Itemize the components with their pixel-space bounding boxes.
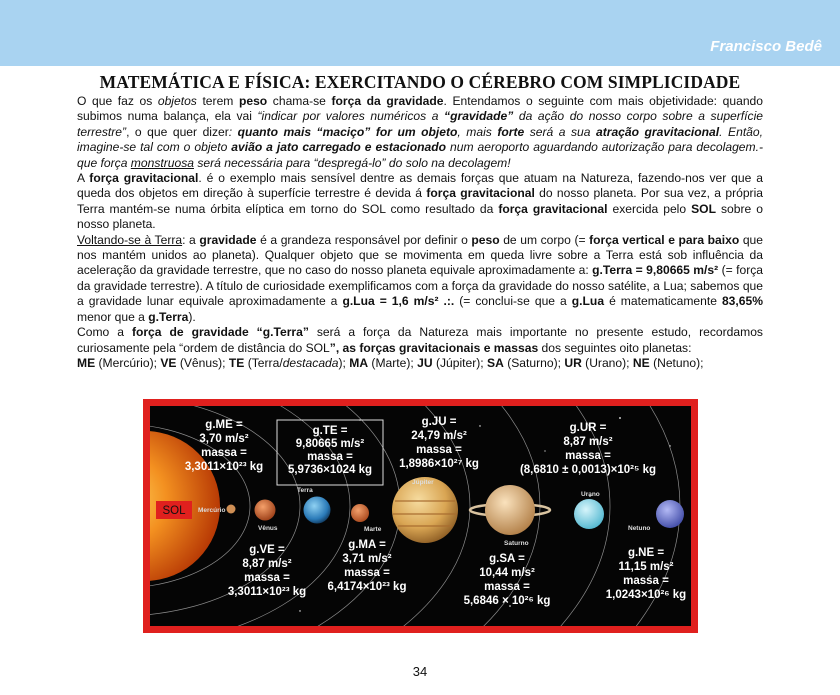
solar-system-image [150,406,691,626]
text-run: força de gravidade “g.Terra” [131,325,309,340]
text-run: g.Lua [571,294,605,309]
earth [304,497,331,524]
text-run: terem [196,94,239,108]
text-run: dos seguintes oito planetas: [538,340,692,355]
svg-text:8,87 m/s²: 8,87 m/s² [563,436,613,448]
text-run: , o que quer dizer [126,124,229,139]
svg-text:8,87 m/s²: 8,87 m/s² [242,558,292,570]
text-run: menor que a [77,309,149,324]
text-run: MA [349,355,369,370]
text-run: . é o exemplo mais sensível dentre as demais forças que atuam na Natureza, fazendo-nos ver que a queda dos objetos em direção à superfície terrestre é devida á [77,171,763,201]
text-run: peso [238,94,268,108]
text-run: quanto mais “maciço” for um objeto [237,124,458,139]
text-run: 83,65% [721,294,763,309]
paragraph [77,325,763,356]
text-run: g.Lua = 1,6 m/s² .:. [342,294,455,309]
saturn-name: Saturno [504,540,529,547]
svg-text:3,71 m/s²: 3,71 m/s² [342,553,392,565]
text-run: força da gravidade [331,94,444,108]
text-run: será a sua [524,124,596,139]
text-run: de um corpo (= [499,232,590,247]
mercury-name: Mercúrio [198,507,226,514]
paragraph [77,171,763,233]
svg-text:massa =: massa = [244,572,290,584]
mars [351,504,369,522]
paragraph [77,233,763,325]
svg-text:g.SA =: g.SA = [489,553,525,565]
text-run: peso [471,232,500,247]
text-run: (Terra/ [244,355,283,370]
text-run: “gravidade” [444,109,514,124]
text-run: (Urano); [581,355,633,370]
text-run: do nosso planeta. Por sua vez, a própria Terra mantém-se numa órbita elíptica em torno do SOL como resultado da [77,186,763,216]
text-run: força vertical e para baixo [589,232,740,247]
text-run: SA [487,355,504,370]
text-run: ). [188,309,196,324]
neptune [656,500,684,528]
svg-text:massa =: massa = [344,567,390,579]
text-run: (= força da gravidade terrestre). A título de curiosidade exemplificamos com a força da gravidade do nosso satélite, a Lua; sabemos que a gravidade lunar equivale aproximadamente a [77,263,763,309]
text-run: monstruosa [130,155,194,170]
sol-label: SOL [162,505,186,517]
neptune-name: Netuno [628,525,651,532]
text-run: é a grandeza responsável por definir o [256,232,472,247]
text-run: TE [228,355,245,370]
svg-text:11,15 m/s²: 11,15 m/s² [618,561,674,573]
svg-text:g.NE =: g.NE = [627,547,665,559]
uranus-name: Urano [581,491,600,498]
text-run: “indicar por valores numéricos a [257,109,445,124]
svg-text:g.MA =: g.MA = [348,539,386,551]
svg-text:9,80665 m/s²: 9,80665 m/s² [295,438,365,450]
venus-name: Vênus [258,525,278,532]
saturn [485,485,535,535]
svg-text:5,9736×1024 kg: 5,9736×1024 kg [287,464,373,476]
jupiter-name: Júpiter [412,479,434,486]
text-run: (= conclui-se que a [454,294,572,309]
text-run: (Netuno); [649,355,704,370]
paragraph [77,94,763,171]
mars-name: Marte [364,526,382,533]
text-run: Voltando-se à Terra [77,232,183,247]
text-run: (Júpiter); [432,355,488,370]
svg-text:massa =: massa = [416,444,462,456]
text-run: força gravitacional [89,171,199,186]
text-run: O que faz os [77,94,158,108]
paragraph [77,356,763,371]
text-run: forte [497,124,525,139]
text-run: chama-se [267,94,332,108]
text-run: exercida pelo [607,201,692,216]
text-run: atração gravitacional [596,124,720,139]
body-text [77,94,763,371]
text-run: : [228,124,238,139]
text-run: será necessária para “despregá-lo” do solo na decolagem! [193,155,511,170]
svg-text:(8,6810 ± 0,0013)×10²⁵ kg: (8,6810 ± 0,0013)×10²⁵ kg [519,464,657,476]
text-run: avião a jato carregado e estacionado [231,140,447,155]
svg-text:g.ME =: g.ME = [205,419,243,431]
text-run: NE [632,355,650,370]
text-run: Como a [77,325,132,340]
text-run: será a força da Natureza mais importante no presente estudo, recordamos curiosamente pela “ordem de distância do SOL [77,325,763,355]
mercury [227,505,236,514]
text-run: UR [564,355,582,370]
svg-text:massa =: massa = [565,450,611,462]
solar-system-figure [143,399,698,633]
header-band [0,0,840,66]
page-title: MATEMÁTICA E FÍSICA: EXERCITANDO O CÉREBRO COM SIMPLICIDADE [99,72,741,92]
svg-text:3,70 m/s²: 3,70 m/s² [199,433,249,445]
text-run: num aeroporto aguardando autorização para decolagem.- que força [77,140,763,170]
text-run: g.Terra = 9,80665 m/s² [592,263,719,278]
text-run: . Entendamos o seguinte com mais objetividade: quando subimos numa balança, ela vai [77,94,763,124]
text-run: , mais [457,124,498,139]
text-run: gravidade [199,232,257,247]
text-run: da ação do nosso corpo sobre a superfície terrestre” [77,109,763,139]
svg-text:massa =: massa = [623,575,669,587]
text-run: é matematicamente [604,294,722,309]
svg-text:3,3011×10²³ kg: 3,3011×10²³ kg [184,461,264,473]
text-run: ); [338,355,350,370]
page-number: 34 [412,664,428,679]
svg-text:5,6846 × 10²⁶ kg: 5,6846 × 10²⁶ kg [463,595,551,607]
svg-text:g.JU =: g.JU = [421,416,457,428]
jupiter [392,477,458,543]
svg-text:g.UR =: g.UR = [569,422,607,434]
text-run: objetos [157,94,197,108]
text-run: : a [182,232,200,247]
svg-text:massa =: massa = [307,451,353,463]
text-run: ME [77,355,96,370]
text-run: SOL [691,201,716,216]
earth-name: Terra [297,487,313,494]
text-run: VE [160,355,177,370]
text-run: (Mercúrio); [95,355,161,370]
svg-text:10,44 m/s²: 10,44 m/s² [479,567,535,579]
text-run: g.Terra [148,309,189,324]
text-run: que nos mantém unidos ao planeta). Qualquer objeto que se movimenta em queda livre sobre a Terra está sob influência da aceleração da gravidade terrestre, que no caso do nosso planeta equivale aproximadamente a: [77,232,764,278]
text-run: (Vênus); [176,355,229,370]
svg-text:massa =: massa = [484,581,530,593]
svg-text:1,0243×10²⁶ kg: 1,0243×10²⁶ kg [605,589,687,601]
svg-text:6,4174×10²³ kg: 6,4174×10²³ kg [327,581,407,593]
text-run: força gravitacional [426,186,535,201]
venus [255,500,276,521]
author-name: Francisco Bedê [710,38,822,55]
svg-text:24,79 m/s²: 24,79 m/s² [411,430,467,442]
text-run: JU [417,355,433,370]
text-run: sobre o nosso planeta. [77,201,763,232]
text-run: destacada [282,355,339,370]
svg-text:g.TE =: g.TE = [312,425,348,437]
text-run: (Marte); [368,355,418,370]
text-run: ”, as forças gravitacionais e massas [329,340,539,355]
svg-text:massa =: massa = [201,447,247,459]
text-run: (Saturno); [503,355,565,370]
text-run: A [77,171,90,186]
svg-text:g.VE =: g.VE = [249,544,285,556]
text-run: força gravitacional [498,201,608,216]
svg-text:1,8986×10²⁷ kg: 1,8986×10²⁷ kg [399,458,479,470]
text-run: . Então, imagine-se tal com o objeto [77,124,763,155]
svg-text:3,3011×10²³ kg: 3,3011×10²³ kg [227,586,307,598]
uranus [574,499,604,529]
